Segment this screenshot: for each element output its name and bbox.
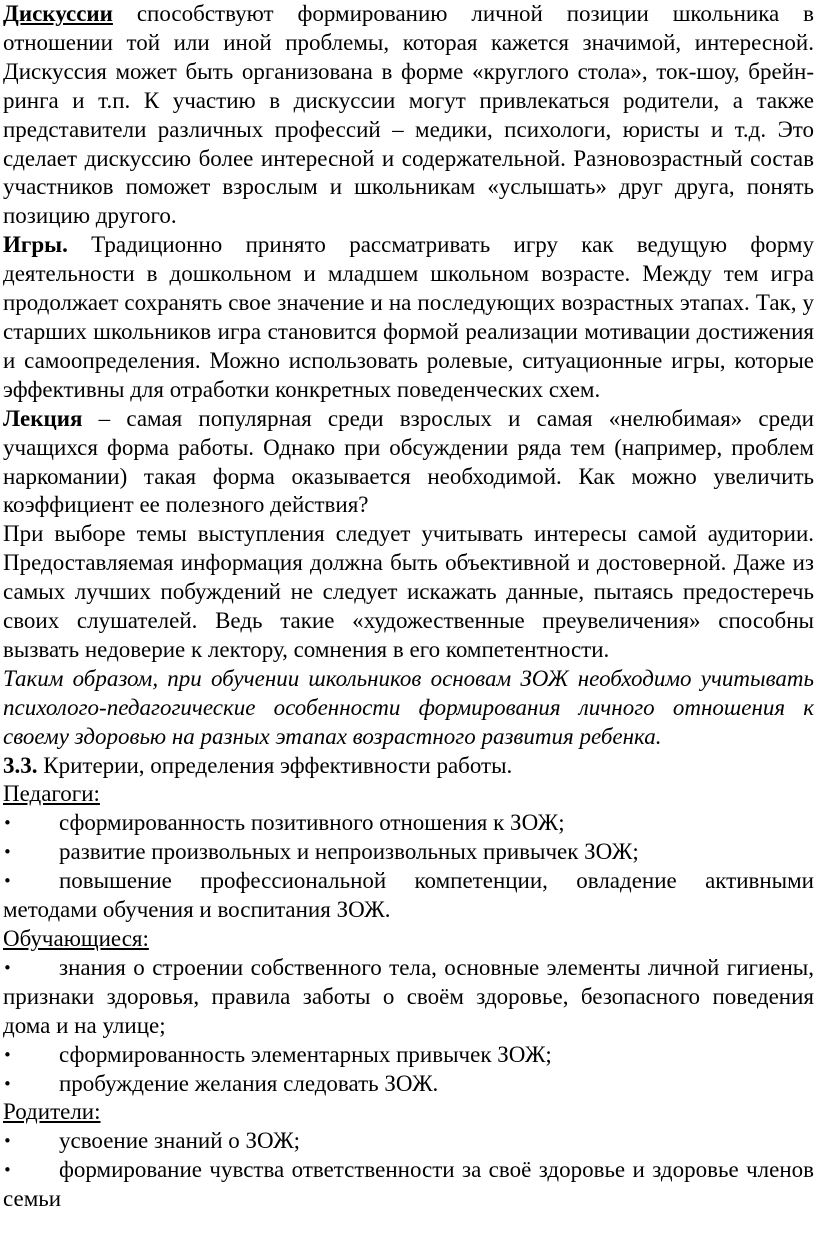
list-item-text: повышение профессиональной компетенции, овладение активными методами обучения и воспитания ЗОЖ.: [3, 868, 814, 923]
group-label-teachers: Педагоги:: [3, 781, 100, 807]
section-title: Критерии, определения эффективности работы.: [37, 752, 513, 778]
section-heading: [3, 752, 814, 781]
section-number: 3.3.: [3, 752, 38, 778]
text-games: Традиционно принято рассматривать игру как ведущую форму деятельности в дошкольном и младшем школьном возрасте. Между тем игра продолжает сохранять свое значение и на последующих возрастных этапах. Так, у старших школьников игра становится формой реализации мотивации достижения и самоопределения. Можно использовать ролевые, ситуационные игры, которые эффективны для отработки конкретных поведенческих схем.: [3, 232, 814, 402]
bullet-icon: •: [3, 1161, 12, 1180]
text-discussions: способствуют формированию личной позиции школьника в отношении той или иной проблемы, которая кажется значимой, интересной. Дискуссия может быть организована в форме «круглого стола», ток-шоу, брейн-ринга и т.п. К участию в дискуссии могут привлекаться родители, а также представители различных профессий – медики, психологи, юристы и т.д. Это сделает дискуссию более интересной и содержательной. Разновозрастный состав участников поможет взрослым и школьникам «услышать» друг друга, понять позицию другого.: [3, 1, 814, 229]
paragraph-conclusion: Таким образом, при обучении школьников основам ЗОЖ необходимо учитывать психолого-педагогические особенности формирования личного отношения к своему здоровью на разных этапах возрастного развития ребенка.: [3, 665, 814, 749]
bullet-icon: •: [3, 814, 12, 833]
list-item-text: пробуждение желания следовать ЗОЖ.: [59, 1070, 439, 1096]
list-item-text: формирование чувства ответственности за своё здоровье и здоровье членов семьи: [3, 1157, 814, 1212]
list-item-text: развитие произвольных и непроизвольных привычек ЗОЖ;: [59, 839, 639, 865]
list-item-text: усвоение знаний о ЗОЖ;: [59, 1128, 301, 1154]
bullet-icon: •: [3, 1045, 12, 1064]
paragraph-games: [3, 231, 814, 404]
list-item: [3, 809, 814, 838]
text-lecture: – самая популярная среди взрослых и самая «нелюбимая» среди учащихся форма работы. Однако при обсуждении ряда тем (например, проблем наркомании) такая форма оказывается необходимой. Как можно увеличить коэффициент ее полезного действия?: [3, 405, 814, 518]
group-label-parents: Родители:: [3, 1099, 101, 1125]
list-item: [3, 838, 814, 867]
term-discussions: Дискуссии: [3, 1, 113, 26]
paragraph-discussions: [3, 0, 814, 231]
bullet-icon: •: [3, 1074, 12, 1093]
bullet-icon: •: [3, 872, 12, 891]
paragraph-lecture: [3, 405, 814, 521]
list-item: [3, 867, 814, 925]
list-item-text: сформированность позитивного отношения к ЗОЖ;: [59, 810, 565, 836]
list-item-text: знания о строении собственного тела, основные элементы личной гигиены, признаки здоровья, правила заботы о своём здоровье, безопасного поведения дома и на улице;: [3, 954, 814, 1038]
paragraph-topic-choice: При выборе темы выступления следует учитывать интересы самой аудитории. Предоставляемая информация должна быть объективной и достоверной. Даже из самых лучших побуждений не следует искажать данные, пытаясь предостеречь своих слушателей. Ведь такие «художественные преувеличения» способны вызвать недоверие к лектору, сомнения в его компетентности.: [3, 521, 814, 662]
bullet-icon: •: [3, 1132, 12, 1151]
bullet-icon: •: [3, 843, 12, 862]
bullet-icon: •: [3, 958, 12, 977]
term-games: Игры.: [3, 232, 68, 258]
list-item: [3, 1070, 814, 1099]
list-item: [3, 1041, 814, 1070]
list-item: [3, 1156, 814, 1214]
term-lecture: Лекция: [3, 405, 83, 431]
list-item: [3, 1127, 814, 1156]
list-item-text: сформированность элементарных привычек ЗОЖ;: [59, 1041, 552, 1067]
group-label-students: Обучающиеся:: [3, 926, 149, 951]
list-item: [3, 954, 814, 1041]
